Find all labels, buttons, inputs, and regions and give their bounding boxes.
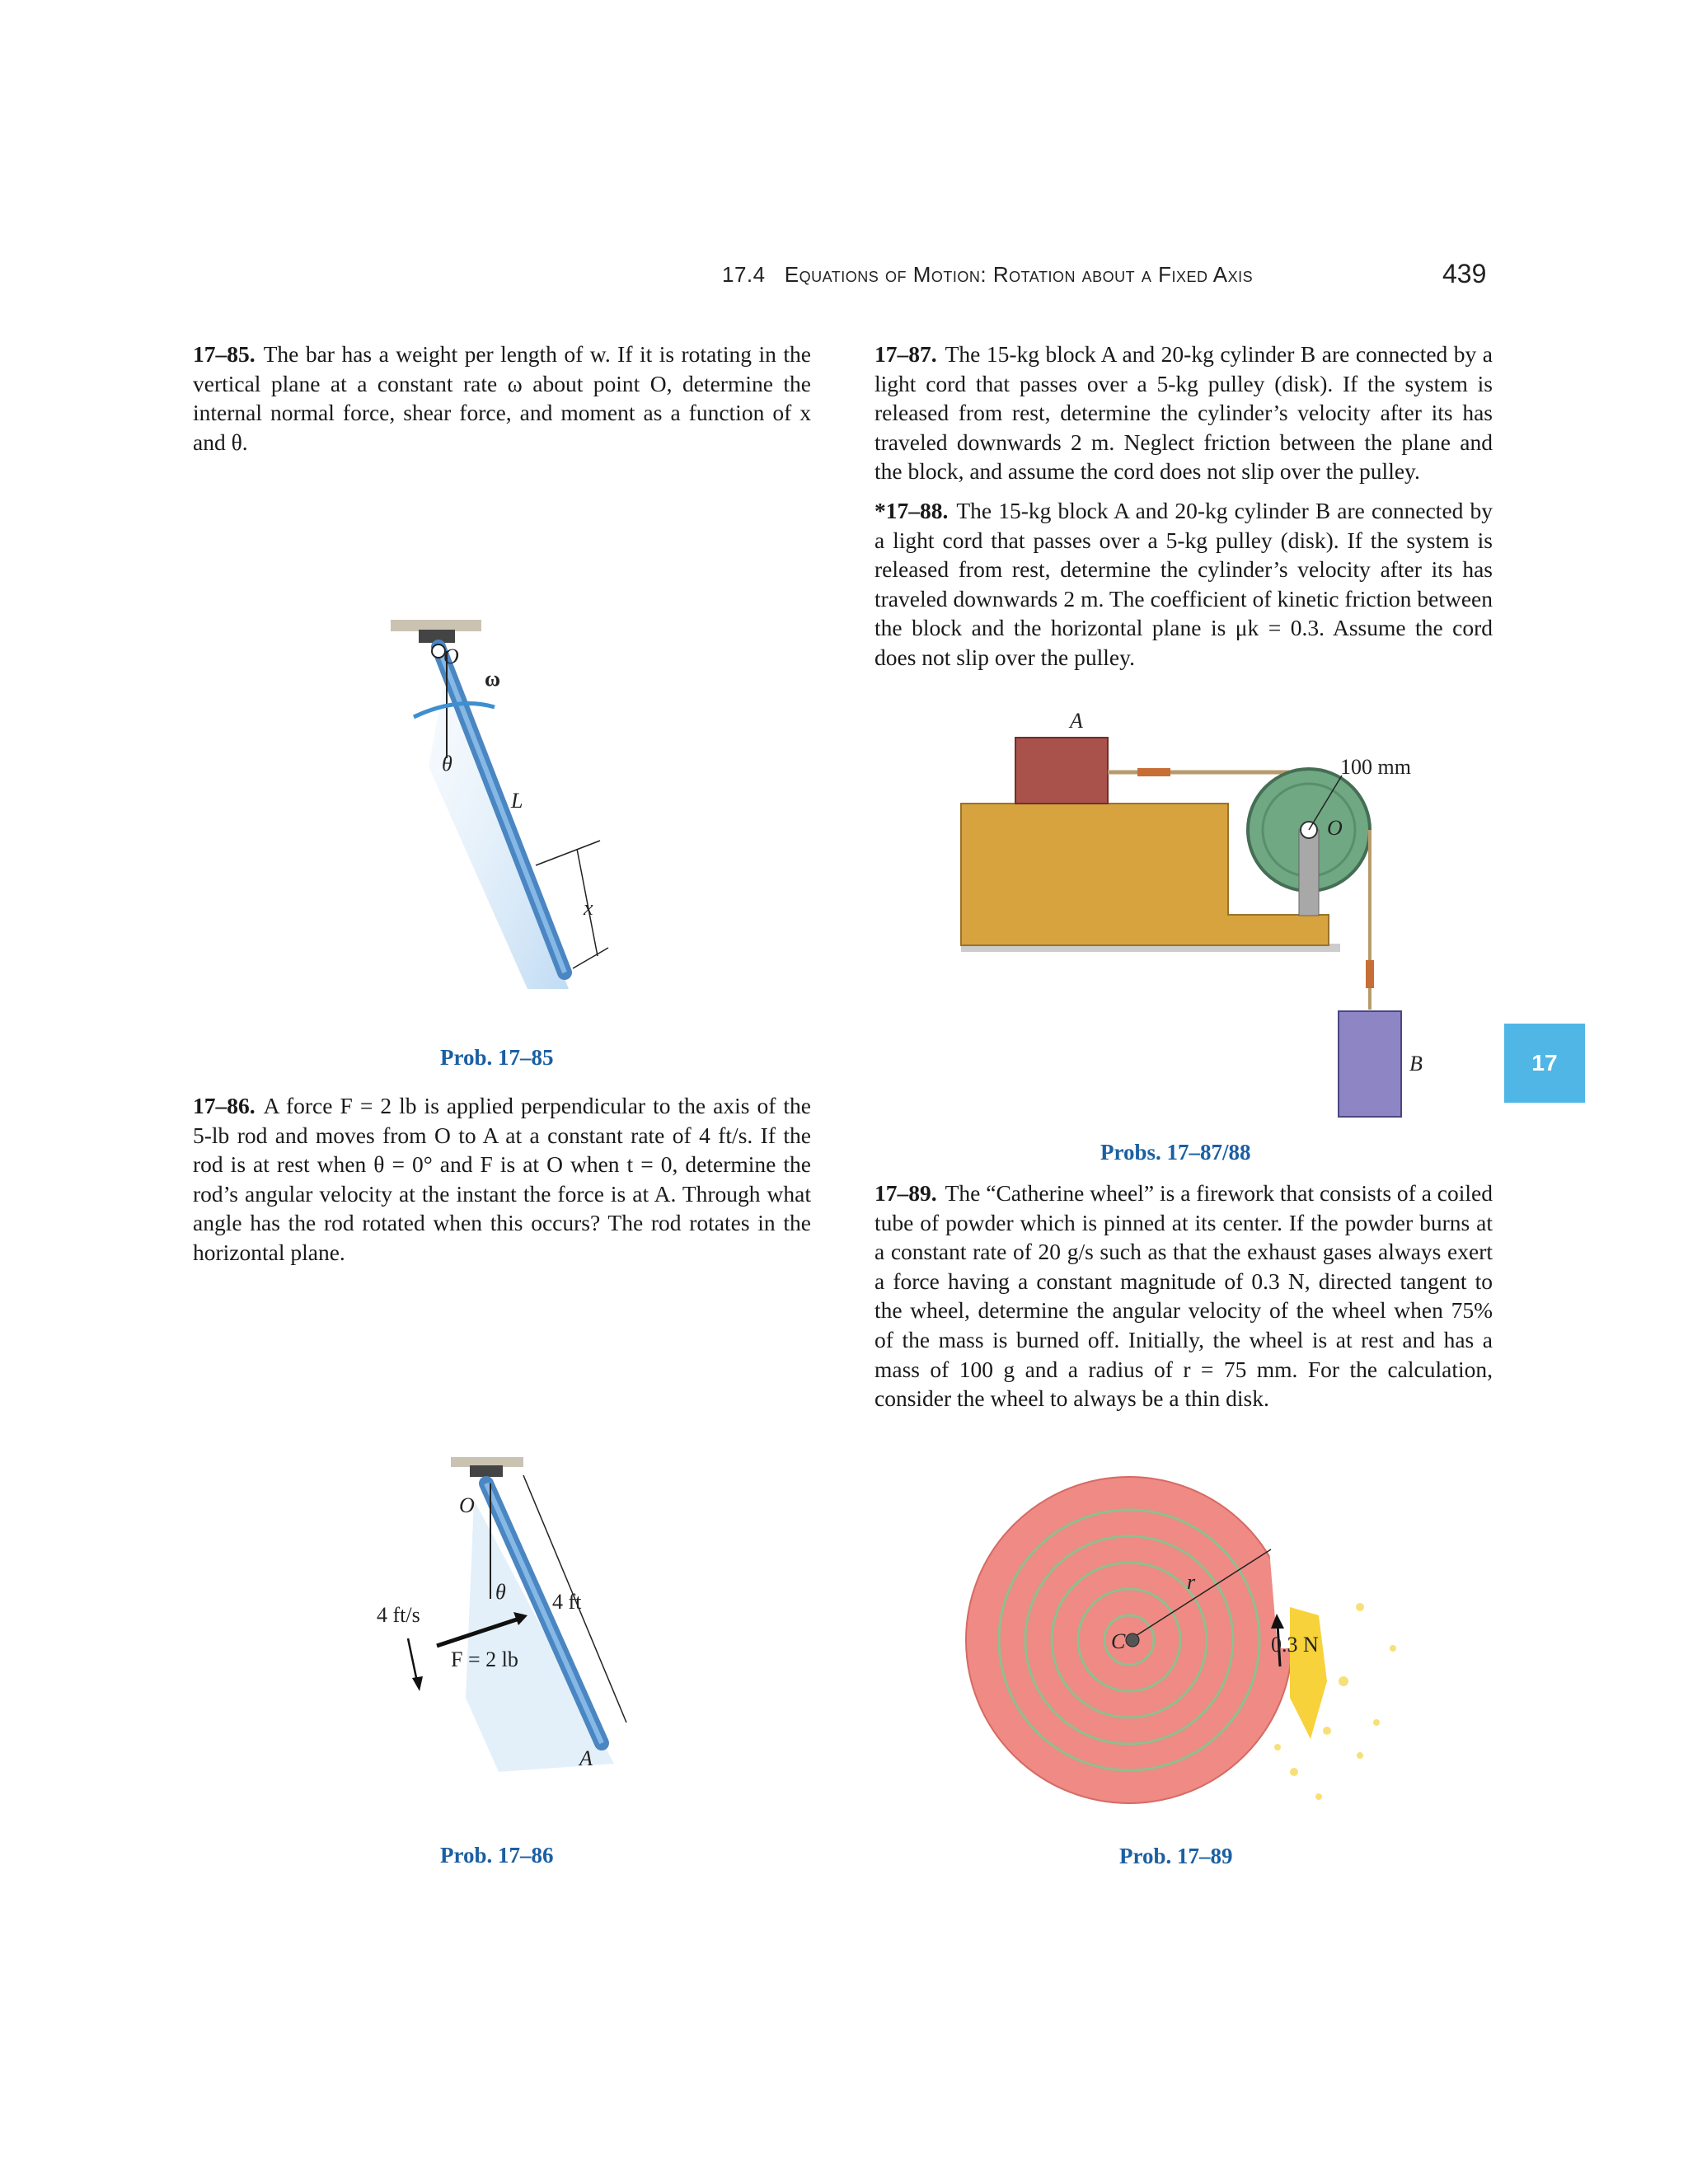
figure-17-86 [367,1451,647,1780]
dim-line-top [536,841,600,865]
problem-number: 17–87. [874,341,937,367]
label-radius: 100 mm [1340,755,1411,779]
label-o: O [459,1493,475,1517]
label-omega: ω [485,667,501,691]
label-l: L [511,789,523,813]
problem-17-88 [874,496,1493,673]
cord-connector-lower [1366,960,1374,988]
pulley-support [1299,830,1319,916]
center-pin-icon [1126,1633,1139,1647]
dim-line-bottom [573,948,608,968]
problem-number: *17–88. [874,497,949,523]
problem-number: 17–89. [874,1180,937,1206]
caption-17-87-88: Probs. 17–87/88 [1100,1140,1251,1165]
label-force: 0.3 N [1271,1633,1319,1657]
problems-17-87-88 [874,340,1493,682]
problem-text: A force F = 2 lb is applied perpendicular to the axis of the 5-lb rod and moves from O to A at a constant rate of 4 ft/s. If the rod is at rest when θ = 0° and F is at O when t = 0, determine the rod’s angular velocity at the instant the force is at A. Through what angle has the rod rotated when this occurs? The rod rotates in the horizontal plane. [193,1093,811,1265]
label-a: A [1070,709,1083,733]
section-title [722,262,1253,288]
page-number: 439 [1442,259,1487,288]
ceiling-support [391,620,481,631]
problem-number: 17–85. [193,341,256,367]
problem-text: The 15-kg block A and 20-kg cylinder B are connected by a light cord that passes over a 5-kg pulley (disk). If the system is released from rest, determine the cylinder’s velocity after its has traveled downwards 2 m. Neglect friction between the plane and the block, and assume the cord does not slip over the pulley. [874,341,1493,485]
label-x: x [584,896,593,920]
figure-17-89 [964,1475,1426,1838]
chapter-tab: 17 [1504,1024,1585,1103]
caption-17-86: Prob. 17–86 [440,1843,554,1868]
section-number: 17.4 [722,262,766,287]
label-theta: θ [442,752,452,776]
problem-text: The bar has a weight per length of w. If it is rotating in the vertical plane at a constant rate ω about point O, determine the internal normal force, shear force, and moment as a function of x and θ. [193,341,811,455]
label-force: F = 2 lb [451,1647,518,1671]
cord-connector [1137,768,1170,776]
problem-text: The 15-kg block A and 20-kg cylinder B are connected by a light cord that passes over a 5-kg pulley (disk). If the system is released from rest, determine the cylinder’s velocity after its has traveled downwards 2 m. The coefficient of kinetic friction between the block and the horizontal plane is μk = 0.3. Assume the cord does not slip over the pulley. [874,497,1493,670]
label-r: r [1187,1570,1196,1594]
label-speed: 4 ft/s [377,1603,420,1627]
exhaust-flame [1290,1607,1327,1739]
running-header [0,259,1688,295]
cylinder-b [1339,1011,1401,1117]
pin-bracket [470,1465,503,1477]
label-o: O [1327,816,1343,840]
speed-arrowhead-icon [412,1676,423,1691]
problem-17-87 [874,340,1493,486]
figure-17-85 [379,602,643,989]
problem-17-85 [193,340,811,466]
caption-17-89: Prob. 17–89 [1119,1844,1233,1868]
label-o: O [443,644,459,668]
problem-text: The “Catherine wheel” is a firework that consists of a coiled tube of powder which is pinned at its center. If the powder burns at a constant rate of 20 g/s such as that the exhaust gases always exert a force having a constant magnitude of 0.3 N, directed tangent to the wheel, determine the angular velocity of the wheel when 75% of the mass is burned off. Initially, the wheel is at rest and has a mass of 100 g and a radius of r = 75 mm. For the calculation, consider the wheel to always be a thin disk. [874,1180,1493,1412]
label-b: B [1409,1052,1423,1076]
caption-17-85: Prob. 17–85 [440,1045,554,1070]
problem-17-89 [874,1179,1493,1423]
label-c: C [1111,1629,1126,1653]
problem-17-86 [193,1091,811,1277]
label-a: A [579,1746,593,1770]
figure-17-87-88 [948,709,1426,1125]
label-length: 4 ft [552,1590,582,1614]
block-a [1015,738,1108,804]
section-title-text: Equations of Motion: Rotation about a Fixed Axis [784,262,1254,287]
label-theta: θ [495,1580,506,1604]
problem-number: 17–86. [193,1093,256,1118]
